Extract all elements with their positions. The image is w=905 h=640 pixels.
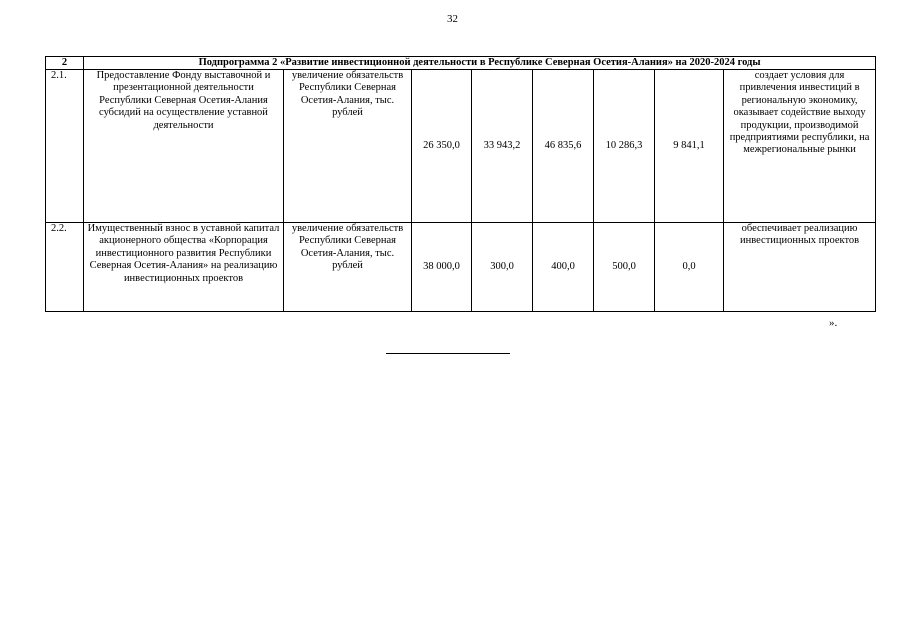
table-row [46,223,876,312]
value-cell: 300,0 [472,223,533,312]
closing-quote-mark: ». [829,317,838,329]
value-cell: 38 000,0 [412,223,472,312]
program-table [45,56,876,312]
activity-cell: Предоставление Фонду выставочной и презентационной деятельности Республики Северная Осетия-Алания субсидий на осуществление уставной деятельности [84,70,284,223]
value-cell: 26 350,0 [412,70,472,223]
section-title: Подпрограмма 2 «Развитие инвестиционной деятельности в Республике Северная Осетия-Алания» на 2020-2024 годы [84,57,876,70]
value-cell: 500,0 [594,223,655,312]
indicator-cell: увеличение обязательств Республики Северная Осетия-Алания, тыс. рублей [284,70,412,223]
page-number: 32 [447,13,458,25]
section-header-row [46,57,876,70]
value-cell: 10 286,3 [594,70,655,223]
result-cell: обеспечивает реализацию инвестиционных проектов [724,223,876,312]
indicator-cell: увеличение обязательств Республики Северная Осетия-Алания, тыс. рублей [284,223,412,312]
footer-rule [386,353,510,354]
section-number: 2 [46,57,84,70]
value-cell: 400,0 [533,223,594,312]
activity-cell: Имущественный взнос в уставной капитал акционерного общества «Корпорация инвестиционного развития Республики Северная Осетия-Алания» на реализацию инвестиционных проектов [84,223,284,312]
result-cell: создает условия для привлечения инвестиций в региональную экономику, оказывает содействие выходу продукции, производимой предприятиями республики, на межрегиональные рынки [724,70,876,223]
value-cell: 0,0 [655,223,724,312]
row-number: 2.1. [46,70,84,223]
table-row [46,70,876,223]
value-cell: 33 943,2 [472,70,533,223]
value-cell: 9 841,1 [655,70,724,223]
row-number: 2.2. [46,223,84,312]
value-cell: 46 835,6 [533,70,594,223]
